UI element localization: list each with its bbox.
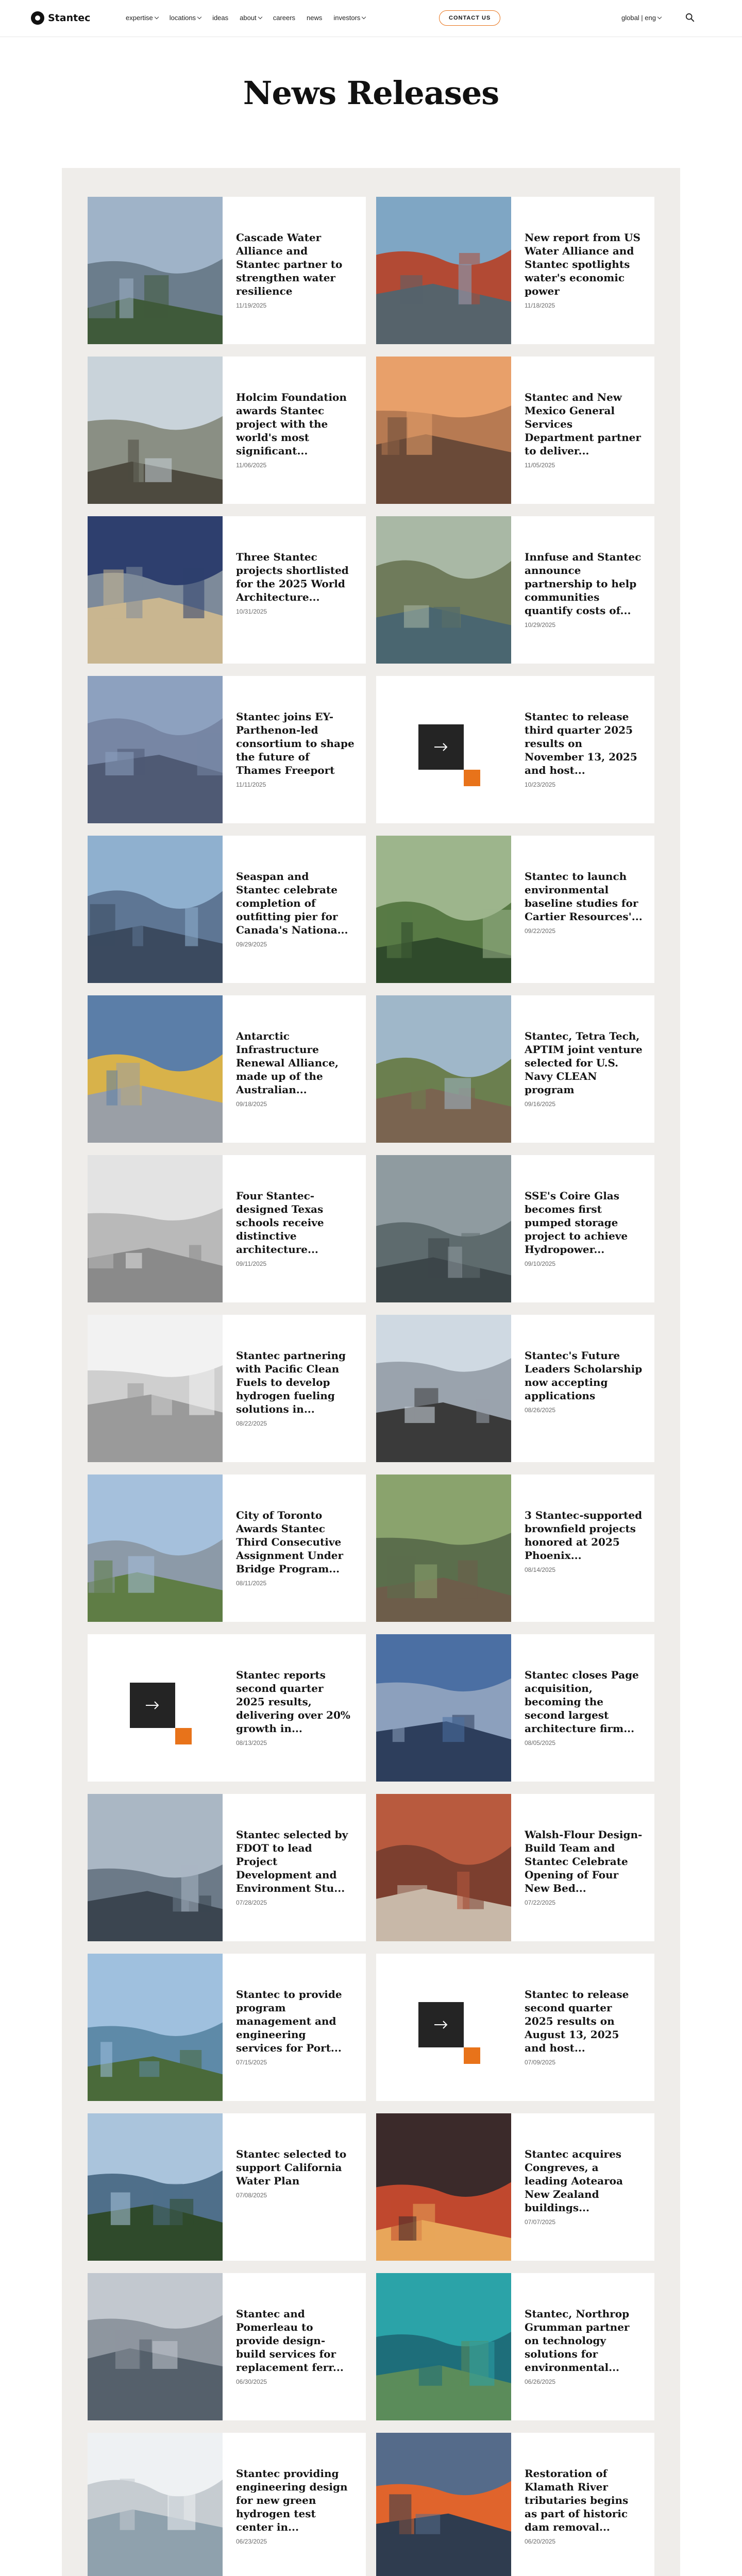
news-card[interactable] (376, 1475, 654, 1622)
news-title[interactable]: Stantec partnering with Pacific Clean Fuels to develop hydrogen fueling solutions in... (236, 1349, 346, 1415)
news-card-body (223, 995, 366, 1143)
thumbnail-image (376, 357, 511, 504)
news-thumbnail (376, 516, 511, 664)
news-card-body (223, 836, 366, 983)
nav-item-expertise[interactable] (126, 14, 158, 22)
news-card-body (511, 995, 654, 1143)
site-header (0, 0, 742, 37)
news-card-body (223, 1634, 366, 1782)
news-thumbnail (376, 197, 511, 344)
news-card[interactable] (88, 2433, 366, 2576)
news-card[interactable] (376, 197, 654, 344)
news-title[interactable]: Three Stantec projects shortlisted for the 2025 World Architecture... (236, 551, 349, 603)
news-title[interactable]: City of Toronto Awards Stantec Third Consecutive Assignment Under Bridge Program... (236, 1509, 344, 1575)
thumbnail-image (376, 516, 511, 664)
news-card[interactable] (88, 836, 366, 983)
news-card-body (223, 1155, 366, 1302)
nav-label: ideas (212, 14, 229, 22)
news-date: 09/16/2025 (525, 1100, 556, 1108)
news-title[interactable]: Restoration of Klamath River tributaries begins as part of historic dam removal... (525, 2467, 629, 2533)
news-title[interactable]: Stantec and New Mexico General Services Department partner to deliver... (525, 391, 641, 457)
nav-label: locations (169, 14, 196, 22)
news-card-body (223, 2433, 366, 2576)
news-card-body (511, 516, 654, 664)
arrow-right-icon (145, 1700, 160, 1710)
news-date: 10/29/2025 (525, 621, 556, 629)
news-thumbnail (376, 2273, 511, 2420)
thumbnail-image (88, 1954, 223, 2101)
news-thumbnail (88, 1315, 223, 1462)
thumbnail-image (376, 836, 511, 983)
news-date: 10/23/2025 (525, 781, 556, 788)
thumbnail-image (376, 1475, 511, 1622)
news-thumbnail (376, 1315, 511, 1462)
news-thumbnail (376, 1475, 511, 1622)
news-title[interactable]: Holcim Foundation awards Stantec project with the world's most significant... (236, 391, 347, 457)
news-card[interactable] (376, 2273, 654, 2420)
news-date: 09/22/2025 (525, 927, 556, 935)
news-date: 07/07/2025 (525, 2218, 556, 2226)
placeholder-box (418, 2002, 464, 2047)
news-title[interactable]: Stantec selected to support California Water Plan (236, 2148, 347, 2187)
thumbnail-image (376, 1315, 511, 1462)
thumbnail-image (376, 1794, 511, 1941)
page-title: News Releases (243, 74, 499, 112)
news-card-body (223, 1315, 366, 1462)
nav-item-ideas[interactable] (212, 14, 228, 22)
thumbnail-image (88, 2273, 223, 2420)
news-card[interactable] (88, 1315, 366, 1462)
nav-item-news[interactable] (307, 14, 322, 22)
news-card[interactable] (88, 1475, 366, 1622)
news-title[interactable]: Seaspan and Stantec celebrate completion of outfitting pier for Canada's Nationa... (236, 870, 348, 936)
thumbnail-image (88, 357, 223, 504)
news-title[interactable]: Walsh-Flour Design-Build Team and Stantec Celebrate Opening of Four New Bed... (525, 1828, 643, 1894)
news-date: 07/22/2025 (525, 1899, 556, 1906)
news-date: 08/14/2025 (525, 1566, 556, 1573)
news-title[interactable]: Stantec to release second quarter 2025 results on August 13, 2025 and host... (525, 1988, 629, 2054)
news-card-body (511, 836, 654, 983)
news-title[interactable]: Stantec to provide program management and engineering services for Port... (236, 1988, 342, 2054)
thumbnail-image (88, 1155, 223, 1302)
thumbnail-image (376, 197, 511, 344)
news-card[interactable] (88, 995, 366, 1143)
news-card-body (511, 357, 654, 504)
news-date: 06/30/2025 (236, 2378, 267, 2385)
news-thumbnail (376, 1954, 511, 2101)
news-card[interactable] (88, 1954, 366, 2101)
news-title[interactable]: Cascade Water Alliance and Stantec partner to strengthen water resilience (236, 231, 343, 297)
news-thumbnail (376, 1634, 511, 1782)
news-date: 06/23/2025 (236, 2538, 267, 2545)
chevron-down-icon (155, 15, 159, 19)
news-thumbnail (88, 676, 223, 823)
news-date: 09/11/2025 (236, 1260, 267, 1267)
news-date: 08/13/2025 (236, 1739, 267, 1747)
news-date: 09/18/2025 (236, 1100, 267, 1108)
chevron-down-icon (362, 15, 366, 19)
news-title[interactable]: SSE's Coire Glas becomes first pumped storage project to achieve Hydropower... (525, 1190, 628, 1256)
thumbnail-image (376, 2113, 511, 2261)
news-title[interactable]: Stantec closes Page acquisition, becoming the second largest architecture firm... (525, 1669, 639, 1735)
nav-item-careers[interactable] (273, 14, 295, 22)
news-date: 08/05/2025 (525, 1739, 556, 1747)
thumbnail-image (88, 516, 223, 664)
news-card[interactable] (376, 836, 654, 983)
news-title[interactable]: Stantec acquires Congreves, a leading Aotearoa New Zealand buildings... (525, 2148, 623, 2214)
news-date: 07/08/2025 (236, 2192, 267, 2199)
news-title[interactable]: Stantec joins EY-Parthenon-led consortium to shape the future of Thames Freeport (236, 710, 355, 776)
news-thumbnail (88, 995, 223, 1143)
news-title[interactable]: Stantec, Northrop Grumman partner on technology solutions for environmental... (525, 2308, 630, 2374)
thumbnail-image (88, 2113, 223, 2261)
news-date: 06/20/2025 (525, 2538, 556, 2545)
news-card[interactable] (376, 1794, 654, 1941)
news-thumbnail (88, 1954, 223, 2101)
news-thumbnail (88, 2273, 223, 2420)
news-thumbnail (376, 1794, 511, 1941)
thumbnail-image (88, 2433, 223, 2576)
news-thumbnail (88, 357, 223, 504)
news-card-body (223, 676, 366, 823)
news-thumbnail (88, 1794, 223, 1941)
nav-item-locations[interactable] (170, 14, 201, 22)
news-date: 08/26/2025 (525, 1406, 556, 1414)
news-card-body (223, 1954, 366, 2101)
news-title[interactable]: Stantec, Tetra Tech, APTIM joint venture selected for U.S. Navy CLEAN program (525, 1030, 643, 1096)
nav-item-investors[interactable] (333, 14, 365, 22)
placeholder-box (418, 724, 464, 770)
news-card[interactable] (88, 2113, 366, 2261)
news-thumbnail (88, 516, 223, 664)
news-thumbnail (376, 1155, 511, 1302)
main-nav (126, 14, 365, 22)
news-thumbnail (376, 2433, 511, 2576)
news-card-body (511, 1954, 654, 2101)
news-title[interactable]: Stantec reports second quarter 2025 results, delivering over 20% growth in... (236, 1669, 350, 1735)
news-title[interactable]: Four Stantec-designed Texas schools receive distinctive architecture... (236, 1190, 324, 1256)
nav-label: investors (333, 14, 361, 22)
news-card[interactable] (376, 2433, 654, 2576)
news-thumbnail (88, 2113, 223, 2261)
news-card[interactable] (88, 516, 366, 664)
thumbnail-image (88, 1475, 223, 1622)
news-title[interactable]: Stantec and Pomerleau to provide design-build services for replacement ferr... (236, 2308, 344, 2374)
news-thumbnail (88, 197, 223, 344)
news-card-body (511, 197, 654, 344)
orange-accent-square (175, 1728, 192, 1744)
news-title[interactable]: New report from US Water Alliance and Stantec spotlights water's economic power (525, 231, 640, 297)
news-card[interactable] (376, 676, 654, 823)
news-card-body (223, 2273, 366, 2420)
news-date: 07/09/2025 (525, 2059, 556, 2066)
news-card-body (223, 2113, 366, 2261)
news-card[interactable] (376, 516, 654, 664)
news-card[interactable] (88, 357, 366, 504)
contact-us-button[interactable]: CONTACT US (439, 10, 500, 26)
news-releases-section (62, 168, 680, 2576)
news-card[interactable] (88, 1794, 366, 1941)
news-card[interactable] (376, 1954, 654, 2101)
news-thumbnail (376, 995, 511, 1143)
news-date: 11/19/2025 (236, 302, 267, 309)
chevron-down-icon (258, 15, 262, 19)
placeholder-box (130, 1683, 175, 1728)
thumbnail-image (88, 197, 223, 344)
news-card[interactable] (376, 1634, 654, 1782)
news-thumbnail (376, 676, 511, 823)
news-thumbnail (376, 357, 511, 504)
news-title[interactable]: Stantec providing engineering design for new green hydrogen test center in... (236, 2467, 348, 2533)
news-card-body (223, 516, 366, 664)
news-card[interactable] (376, 1315, 654, 1462)
news-card-body (511, 676, 654, 823)
news-thumbnail (376, 836, 511, 983)
news-card[interactable] (376, 995, 654, 1143)
news-date: 08/11/2025 (236, 1580, 267, 1587)
language-switcher[interactable] (621, 14, 661, 22)
thumbnail-image (88, 995, 223, 1143)
thumbnail-image (376, 995, 511, 1143)
thumbnail-image (376, 1155, 511, 1302)
chevron-down-icon (657, 15, 662, 19)
news-card[interactable] (376, 2113, 654, 2261)
thumbnail-image (88, 1315, 223, 1462)
news-date: 11/05/2025 (525, 462, 555, 469)
news-card[interactable] (376, 357, 654, 504)
news-thumbnail (88, 836, 223, 983)
news-date: 09/10/2025 (525, 1260, 556, 1267)
news-date: 07/28/2025 (236, 1899, 267, 1906)
news-title[interactable]: Stantec selected by FDOT to lead Project Development and Environment Stu... (236, 1828, 348, 1894)
stantec-logo[interactable] (31, 11, 90, 25)
news-date: 09/29/2025 (236, 941, 267, 948)
stantec-logo-icon (31, 11, 44, 25)
news-date: 06/26/2025 (525, 2378, 556, 2385)
chevron-down-icon (197, 15, 201, 19)
thumbnail-image (376, 1634, 511, 1782)
news-card[interactable] (88, 676, 366, 823)
news-thumbnail (88, 1155, 223, 1302)
news-card-body (223, 1475, 366, 1622)
arrow-right-icon (433, 2020, 449, 2030)
logo-text: Stantec (48, 12, 91, 24)
nav-label: careers (273, 14, 296, 22)
news-card[interactable] (88, 1634, 366, 1782)
news-card[interactable] (88, 1155, 366, 1302)
news-card-body (511, 2273, 654, 2420)
news-card-body (511, 1634, 654, 1782)
news-date: 08/22/2025 (236, 1420, 267, 1427)
thumbnail-image (88, 836, 223, 983)
news-date: 11/11/2025 (236, 781, 266, 788)
news-card-body (511, 1794, 654, 1941)
news-title[interactable]: Innfuse and Stantec announce partnership to help communities quantify costs of... (525, 551, 642, 617)
news-card[interactable] (88, 197, 366, 344)
news-thumbnail (88, 1634, 223, 1782)
nav-label: news (307, 14, 323, 22)
news-date: 11/18/2025 (525, 302, 555, 309)
news-card-body (511, 1315, 654, 1462)
news-card-body (511, 2113, 654, 2261)
news-thumbnail (376, 2113, 511, 2261)
news-card-body (223, 197, 366, 344)
news-title[interactable]: Stantec to launch environmental baseline studies for Cartier Resources'... (525, 870, 643, 923)
thumbnail-image (88, 1794, 223, 1941)
news-title[interactable]: Stantec's Future Leaders Scholarship now accepting applications (525, 1349, 643, 1402)
search-icon[interactable] (685, 13, 695, 22)
arrow-right-icon (433, 742, 449, 752)
orange-accent-square (464, 770, 480, 786)
news-date: 11/06/2025 (236, 462, 267, 469)
news-card[interactable] (376, 1155, 654, 1302)
nav-label: about (240, 14, 257, 22)
news-card-body (511, 1155, 654, 1302)
news-date: 10/31/2025 (236, 608, 267, 615)
thumbnail-image (376, 2273, 511, 2420)
news-card[interactable] (88, 2273, 366, 2420)
orange-accent-square (464, 2047, 480, 2064)
news-grid (88, 197, 654, 2576)
news-title[interactable]: Stantec to release third quarter 2025 results on November 13, 2025 and host... (525, 710, 637, 776)
news-title[interactable]: Antarctic Infrastructure Renewal Alliance, made up of the Australian... (236, 1030, 339, 1096)
nav-label: expertise (126, 14, 153, 22)
news-thumbnail (88, 2433, 223, 2576)
news-card-body (223, 357, 366, 504)
news-thumbnail (88, 1475, 223, 1622)
news-title[interactable]: 3 Stantec-supported brownfield projects honored at 2025 Phoenix... (525, 1509, 643, 1562)
news-date: 07/15/2025 (236, 2059, 267, 2066)
news-card-body (511, 1475, 654, 1622)
nav-item-about[interactable] (240, 14, 262, 22)
thumbnail-image (88, 676, 223, 823)
language-label: global | eng (621, 14, 656, 22)
news-card-body (223, 1794, 366, 1941)
thumbnail-image (376, 2433, 511, 2576)
news-card-body (511, 2433, 654, 2576)
